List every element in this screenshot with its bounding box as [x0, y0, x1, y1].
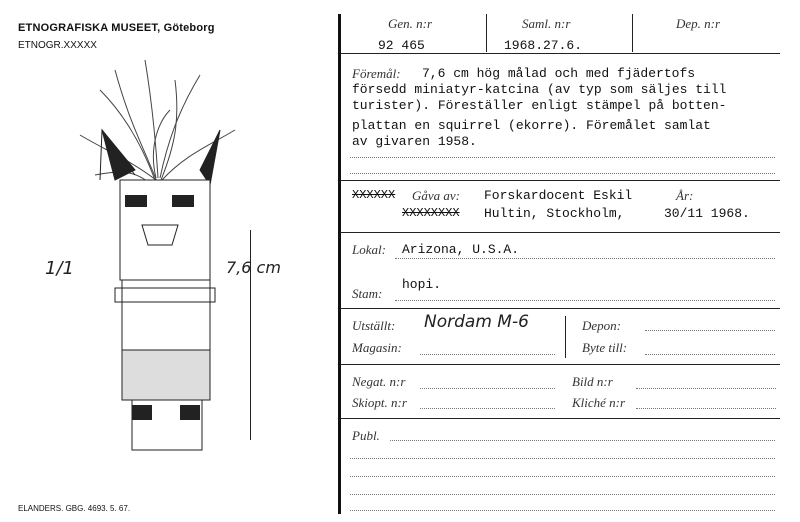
gava-line-1: Forskardocent Eskil: [484, 188, 633, 203]
saml-label: Saml. n:r: [522, 16, 571, 31]
stam-value: hopi.: [402, 277, 442, 292]
byte-label: Byte till:: [582, 340, 628, 355]
gava-strike-1: XXXXXX: [352, 188, 396, 202]
foremal-line-1: 7,6 cm hög målad och med fjädertofs: [422, 66, 696, 81]
gava-strike-2: XXXXXXXX: [402, 206, 460, 220]
foremal-line-4: plattan en squirrel (ekorre). Föremålet samlat: [352, 118, 711, 133]
gen-value: 92 465: [378, 38, 425, 53]
right-ear: [200, 130, 220, 185]
height-note: 7,6 cm: [226, 258, 281, 277]
card-left-border: [338, 14, 341, 514]
bild-label: Bild n:r: [572, 374, 613, 389]
foremal-label: Föremål:: [352, 66, 401, 81]
cliche-label: Kliché n:r: [572, 395, 626, 410]
scale-note: 1/1: [45, 258, 74, 279]
dep-label: Dep. n:r: [676, 16, 721, 31]
gava-label: Gåva av:: [412, 188, 461, 203]
printer-note: ELANDERS. GBG. 4693. 5. 67.: [18, 504, 131, 513]
gava-date: 30/11 1968.: [664, 206, 750, 221]
foremal-line-3: turister). Föreställer enligt stämpel på botten-: [352, 98, 727, 113]
negat-label: Negat. n:r: [352, 374, 406, 389]
lokal-value: Arizona, U.S.A.: [402, 242, 520, 257]
gava-line-2: Hultin, Stockholm,: [484, 206, 625, 221]
ar-label: År:: [676, 188, 694, 203]
museum-name: ETNOGRAFISKA MUSEET, Göteborg: [18, 22, 215, 34]
saml-value: 1968.27.6.: [504, 38, 583, 53]
publ-label: Publ.: [352, 428, 380, 443]
utstallt-label: Utställt:: [352, 318, 396, 333]
lokal-label: Lokal:: [352, 242, 386, 257]
depon-label: Depon:: [582, 318, 621, 333]
foremal-line-5: av givaren 1958.: [352, 134, 477, 149]
utstallt-value: Nordam M-6: [424, 312, 529, 332]
magasin-label: Magasin:: [352, 340, 402, 355]
department-label: ETNOGR.XXXXX: [18, 40, 97, 51]
gen-label: Gen. n:r: [388, 16, 433, 31]
stam-label: Stam:: [352, 286, 383, 301]
skiopt-label: Skiopt. n:r: [352, 395, 407, 410]
foremal-line-2: försedd miniatyr-katcina (av typ som säljes till: [352, 82, 727, 97]
kachina-drawing: [60, 50, 240, 460]
measure-line: [250, 230, 251, 440]
